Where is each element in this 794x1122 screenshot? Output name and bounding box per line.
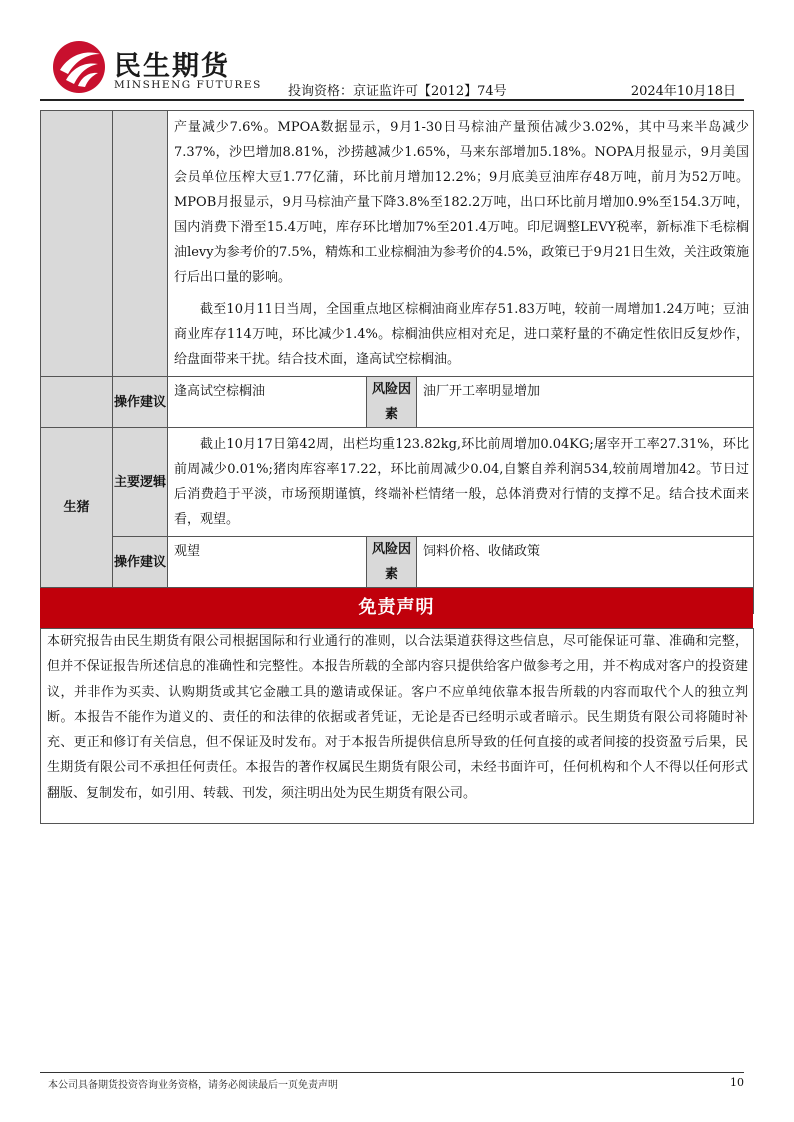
footer-note: 本公司具备期货投资咨询业务资格，请务必阅读最后一页免责声明 [48,1080,338,1091]
palm-op-row [41,377,754,428]
palm-logic-cell [168,111,754,377]
palm-section-cell-2 [41,377,113,428]
palm-risk-label: 风险因素 [367,377,417,428]
palm-op-label: 操作建议 [113,377,168,428]
palm-section-cell [41,111,113,377]
minsheng-logo [52,40,106,94]
qualification-text: 投询资格：京证监许可【2012】74号 [288,84,507,99]
palm-logic-row [41,111,754,377]
hog-logic-label: 主要逻辑 [113,428,168,537]
hog-section-label: 生猪 [41,428,113,588]
disclaimer-title: 免责声明 [40,588,753,628]
palm-logic-label-cell [113,111,168,377]
brand-name-en: MINSHENG FUTURES [114,79,262,91]
palm-logic-para2: 截至10月11日当周，全国重点地区棕榈油商业库存51.83万吨，较前一周增加1.24万吨；豆油商业库存114万吨，环比减少1.4%。棕榈油供应相对充足，进口菜籽量的不确定性依旧反复炒作，给盘面带来干扰。结合技术面，逢高试空棕榈油。 [174,302,750,367]
footer-divider [40,1072,744,1073]
disclaimer-text: 本研究报告由民生期货有限公司根据国际和行业通行的准则，以合法渠道获得这些信息，尽可能保证可靠、准确和完整，但并不保证报告所述信息的准确性和完整性。本报告所载的全部内容只提供给客户做参考之用，并不构成对客户的投资建议，并非作为买卖、认购期货或其它金融工具的邀请或保证。客户不应单纯依靠本报告所载的内容而取代个人的独立判断。本报告不能作为道义的、责任的和法律的依据或者凭证，无论是否已经明示或者暗示。民生期货有限公司将随时补充、更正和修订有关信息，但不保证及时发布。对于本报告所提供信息所导致的任何直接的或者间接的投资盈亏后果，民生期货有限公司不承担任何责任。本报告的著作权属民生期货有限公司，未经书面许可，任何机构和个人不得以任何形式翻版、复制发布，如引用、转载、刊发，须注明出处为民生期货有限公司。 [40,628,754,824]
header-divider [40,99,744,101]
palm-op-text: 逢高试空棕榈油 [168,377,367,428]
report-date: 2024年10月18日 [630,84,736,99]
hog-risk-text: 饲料价格、收储政策 [417,537,754,588]
palm-risk-text: 油厂开工率明显增加 [417,377,754,428]
hog-op-text: 观望 [168,537,367,588]
brand-name-cn: 民生期货 [114,51,230,82]
hog-logic-cell [168,428,754,537]
hog-logic-row [41,428,754,537]
hog-logic-text: 截止10月17日第42周，出栏均重123.82kg,环比前周增加0.04KG;屠宰开工率27.31%，环比前周减少0.01%;猪肉库容率17.22，环比前周减少0.04,自繁自养利润534,较前周增加42。节日过后消费趋于平淡，市场预期谨慎，终端补栏情绪一般，总体消费对行情的支撑不足。结合技术面来看，观望。 [174,437,750,527]
hog-op-row [41,537,754,588]
hog-op-label: 操作建议 [113,537,168,588]
strategy-table [40,110,754,614]
page-number: 10 [730,1076,744,1089]
hog-risk-label: 风险因素 [367,537,417,588]
palm-logic-para1: 产量减少7.6%。MPOA数据显示，9月1-30日马棕油产量预估减少3.02%，其中马来半岛减少7.37%，沙巴增加8.81%，沙捞越减少1.65%，马来东部增加5.18%。NOPA月报显示，9月美国会员单位压榨大豆1.77亿蒲，环比前月增加12.2%；9月底美豆油库存48万吨，前月为52万吨。MPOB月报显示，9月马棕油产量下降3.8%至182.2万吨，出口环比前月增加0.9%至154.3万吨，国内消费下滑至15.4万吨，库存环比增加7%至201.4万吨。印尼调整LEVY税率，新标准下毛棕榈油levy为参考价的7.5%，精炼和工业棕榈油为参考价的4.5%，政策已于9月21日生效，关注政策施行后出口量的影响。 [174,120,750,285]
